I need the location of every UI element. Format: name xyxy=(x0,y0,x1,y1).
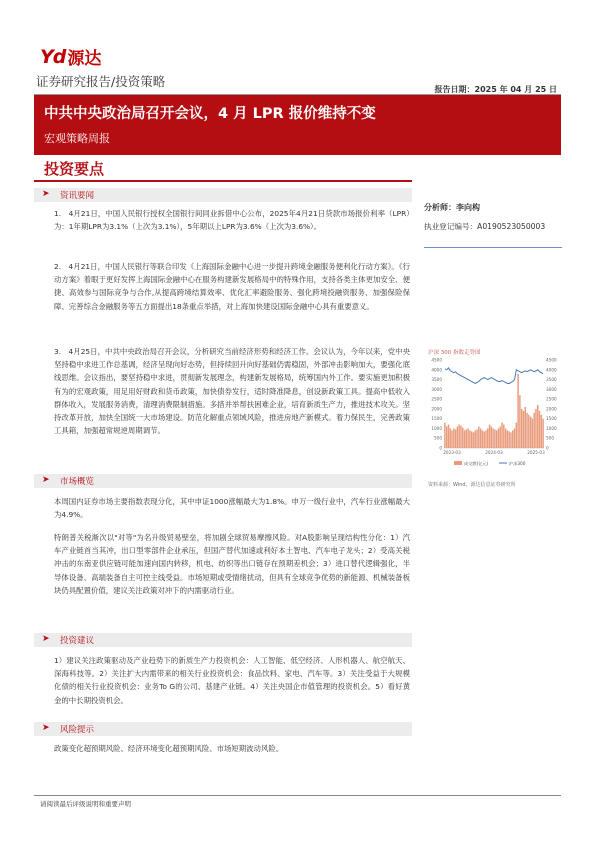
y-left-tick-label: 3000 xyxy=(431,386,442,392)
paragraph: 特朗普关税渐次以"对等"为名升级贸易壁垒，将加剧全球贸易摩擦风险。对A股影响呈现结构性分化：1）汽车产业链首当其冲，出口型零部件企业承压，但国产替代加速或利好本土智电、汽车电子龙头；2）受高关税冲击的东南亚供应链可能加速向国内转移，机电、纺织等出口链存在预期差机会；3）进口替代逻辑强化，半导体设备、高端装备自主可控主线受益。市场短期或受情绪扰动，但具有全球竞争优势的新能源、机械装备板块仍具配置价值，建议关注政策对冲下的内需驱动行业。 xyxy=(54,533,410,595)
y-right-tick-label: 3000 xyxy=(546,386,557,392)
volume-bar xyxy=(496,430,497,448)
analyst-name: 分析师：李向构 xyxy=(424,203,480,212)
y-right-tick-label: 2500 xyxy=(546,396,557,402)
volume-bar xyxy=(503,425,504,448)
section-label: 投资建议 xyxy=(60,636,95,646)
title-band xyxy=(34,95,561,155)
volume-bar xyxy=(517,374,518,448)
y-left-tick-label: 3500 xyxy=(431,377,442,383)
volume-bar xyxy=(460,426,461,448)
paragraph: 本周国内证券市场主要指数表现分化，其中申证1000涨幅最大为1.8%。申万一级行业中，汽车行业涨幅最大为4.9%。 xyxy=(54,497,410,520)
arrow-icon: ➤ xyxy=(42,723,50,733)
volume-bar xyxy=(450,428,451,448)
legend-label-volume: 成交额(亿元) xyxy=(464,461,489,466)
y-left-tick-label: 0 xyxy=(439,445,442,451)
volume-bar xyxy=(455,429,456,448)
y-right-tick-label: 4000 xyxy=(546,367,557,373)
volume-bar xyxy=(471,431,472,448)
y-left-tick-label: 2500 xyxy=(431,396,442,402)
index-trend-chart xyxy=(424,356,562,474)
y-right-tick-label: 0 xyxy=(546,445,549,451)
paragraph: 政策变化超预期风险、经济环境变化超预期风险、市场短期波动风险。 xyxy=(54,744,284,753)
volume-bar xyxy=(491,426,492,448)
y-right-tick-label: 4500 xyxy=(546,357,557,363)
section-bar-market xyxy=(34,474,412,488)
volume-bar xyxy=(539,411,540,448)
volume-bar xyxy=(482,430,483,448)
sidebar-divider xyxy=(424,247,562,248)
volume-bar xyxy=(501,423,502,448)
arrow-icon: ➤ xyxy=(42,475,50,485)
license-number: 执业登记编号：A0190523050003 xyxy=(424,222,546,231)
y-right-tick-label: 2000 xyxy=(546,406,557,412)
volume-bar xyxy=(505,428,506,448)
volume-bar xyxy=(533,413,534,448)
volume-bar xyxy=(492,428,493,448)
y-left-tick-label: 500 xyxy=(434,435,442,441)
volume-bar xyxy=(462,427,463,448)
y-right-tick-label: 500 xyxy=(546,435,554,441)
volume-bar xyxy=(521,409,522,448)
volume-bar xyxy=(457,426,458,448)
volume-bar xyxy=(476,429,477,448)
volume-bar xyxy=(451,430,452,448)
arrow-icon: ➤ xyxy=(42,189,50,199)
section-label: 资讯要闻 xyxy=(60,191,95,201)
report-date: 报告日期：2025 年 04 月 25 日 xyxy=(434,85,557,94)
legend-label-index: 沪深300 xyxy=(509,461,526,466)
section-bar-news xyxy=(34,188,412,202)
logo-name: 源达 xyxy=(67,49,102,69)
volume-bar xyxy=(532,419,533,448)
volume-bar xyxy=(523,411,524,448)
volume-bar xyxy=(469,430,470,448)
y-right-tick-label: 1000 xyxy=(546,425,557,431)
arrow-icon: ➤ xyxy=(42,634,50,644)
y-left-tick-label: 2000 xyxy=(431,406,442,412)
x-tick-label: 2023-03 xyxy=(443,450,461,455)
section-label: 市场概览 xyxy=(60,477,95,487)
footer-disclaimer: 请阅读最后评级说明和重要声明 xyxy=(40,800,131,808)
y-left-tick-label: 4500 xyxy=(431,357,442,363)
volume-bar xyxy=(466,429,467,448)
volume-bar xyxy=(444,423,445,448)
volume-bar xyxy=(446,426,447,448)
volume-bar xyxy=(542,419,543,448)
x-tick-label: 2025-03 xyxy=(527,450,545,455)
y-right-tick-label: 3500 xyxy=(546,377,557,383)
y-left-tick-label: 1500 xyxy=(431,416,442,422)
volume-bar xyxy=(448,425,449,448)
volume-bar xyxy=(485,430,486,448)
volume-bar xyxy=(475,430,476,448)
index-line xyxy=(445,368,543,384)
volume-bar xyxy=(500,426,501,448)
volume-bar xyxy=(516,423,517,448)
volume-bar xyxy=(519,395,520,448)
volume-bar xyxy=(530,417,531,448)
company-logo xyxy=(40,44,101,69)
volume-bar xyxy=(458,425,459,448)
chart-source: 资料来源：Wind，源达信息证券研究所 xyxy=(428,482,516,488)
report-title: 中共中央政治局召开会议，4 月 LPR 报价维持不变 xyxy=(44,106,376,122)
paragraph: 3. 4月25日，中共中央政治局召开会议，分析研究当前经济形势和经济工作。会议认为，今年以来，党中央坚持稳中求进工作总基调，经济呈现向好态势，但持续回升向好基础仍需稳固，外部冲击影响加大，要强化底线思维。会议指出，要坚持稳中求进，贯彻新发展理念，构建新发展格局，统筹国内外工作。要实施更加积极有为的宏观政策，用足用好财政和货币政策，加快债券发行，适时降准降息，创设新政策工具。提高中低收入群体收入，发展服务消费，清理消费限制措施。多措并举帮扶困难企业，培育新质生产力，推进技术攻关。坚持改革开放，加快全国统一大市场建设。防范化解重点领域风险，推进房地产新模式。着力保民生，完善政策工具箱，加强超常规逆周期调节。 xyxy=(54,347,410,436)
paragraph: 1）建议关注政策驱动及产业趋势下的新质生产力投资机会：人工智能、低空经济、人形机器人、航空航天、深海科技等。2）关注扩大内需带来的相关行业投资机会：食品饮料、家电、汽车等。3）关注受益于大规模化债的相关行业投资机会：业务To G的公司、基建产业链。4）关注央国企市值管理的投资机会。5）看好黄金的中长期投资机会。 xyxy=(54,656,410,705)
logo-mark: Yd xyxy=(40,45,66,68)
volume-bar xyxy=(535,409,536,448)
volume-bar xyxy=(473,432,474,448)
investment-highlights-heading: 投资要点 xyxy=(44,160,105,178)
volume-bar xyxy=(510,432,511,448)
y-left-tick-label: 4000 xyxy=(431,367,442,373)
volume-bar xyxy=(483,431,484,448)
report-type: 证券研究报告/投资策略 xyxy=(36,74,166,89)
y-left-tick-label: 1000 xyxy=(431,425,442,431)
section-bar-advice xyxy=(34,633,412,647)
volume-bar xyxy=(512,430,513,448)
report-subtitle: 宏观策略周报 xyxy=(44,132,110,145)
volume-bar xyxy=(480,428,481,448)
y-right-tick-label: 1500 xyxy=(546,416,557,422)
volume-bar xyxy=(494,429,495,448)
volume-bar xyxy=(487,428,488,448)
section-label: 风险提示 xyxy=(60,725,95,735)
footer-divider xyxy=(34,795,561,796)
x-tick-label: 2024-03 xyxy=(485,450,503,455)
volume-bar xyxy=(498,428,499,448)
volume-bar xyxy=(525,407,526,448)
volume-bar xyxy=(464,430,465,448)
volume-bar xyxy=(526,413,527,448)
volume-bar xyxy=(541,415,542,448)
volume-bar xyxy=(508,431,509,448)
volume-bar xyxy=(507,430,508,448)
chart-title: 沪深 300 指数走势图 xyxy=(428,350,481,356)
volume-bar xyxy=(514,428,515,448)
volume-bar xyxy=(528,415,529,448)
section-bar-risk xyxy=(34,722,412,736)
volume-bar xyxy=(467,428,468,448)
volume-bar xyxy=(537,405,538,448)
heading-underline xyxy=(34,180,412,182)
legend-swatch-volume xyxy=(454,461,462,465)
volume-bar xyxy=(489,425,490,448)
paragraph: 2. 4月21日，中国人民银行等联合印发《上海国际金融中心进一步提升跨境金融服务便利化行动方案》。《行动方案》着眼于更好发挥上海国际金融中心在服务构建新发展格局中的特殊作用，支持各类主体更加安全、便捷、高效参与国际竞争与合作,从提高跨境结算效率、优化汇率避险服务、强化跨境投融资服务、加强保险保障、完善综合金融服务等五方面提出18条重点举措，对上海加快建设国际金融中心具有重要意义。 xyxy=(54,262,410,311)
volume-bar xyxy=(453,428,454,448)
paragraph: 1. 4月21日，中国人民银行授权全国银行间同业拆借中心公布，2025年4月21日贷款市场报价利率（LPR）为：1年期LPR为3.1%（上次为3.1%），5年期以上LPR为3.6%（上次为3.6%）。 xyxy=(54,209,410,232)
volume-bar xyxy=(478,426,479,448)
